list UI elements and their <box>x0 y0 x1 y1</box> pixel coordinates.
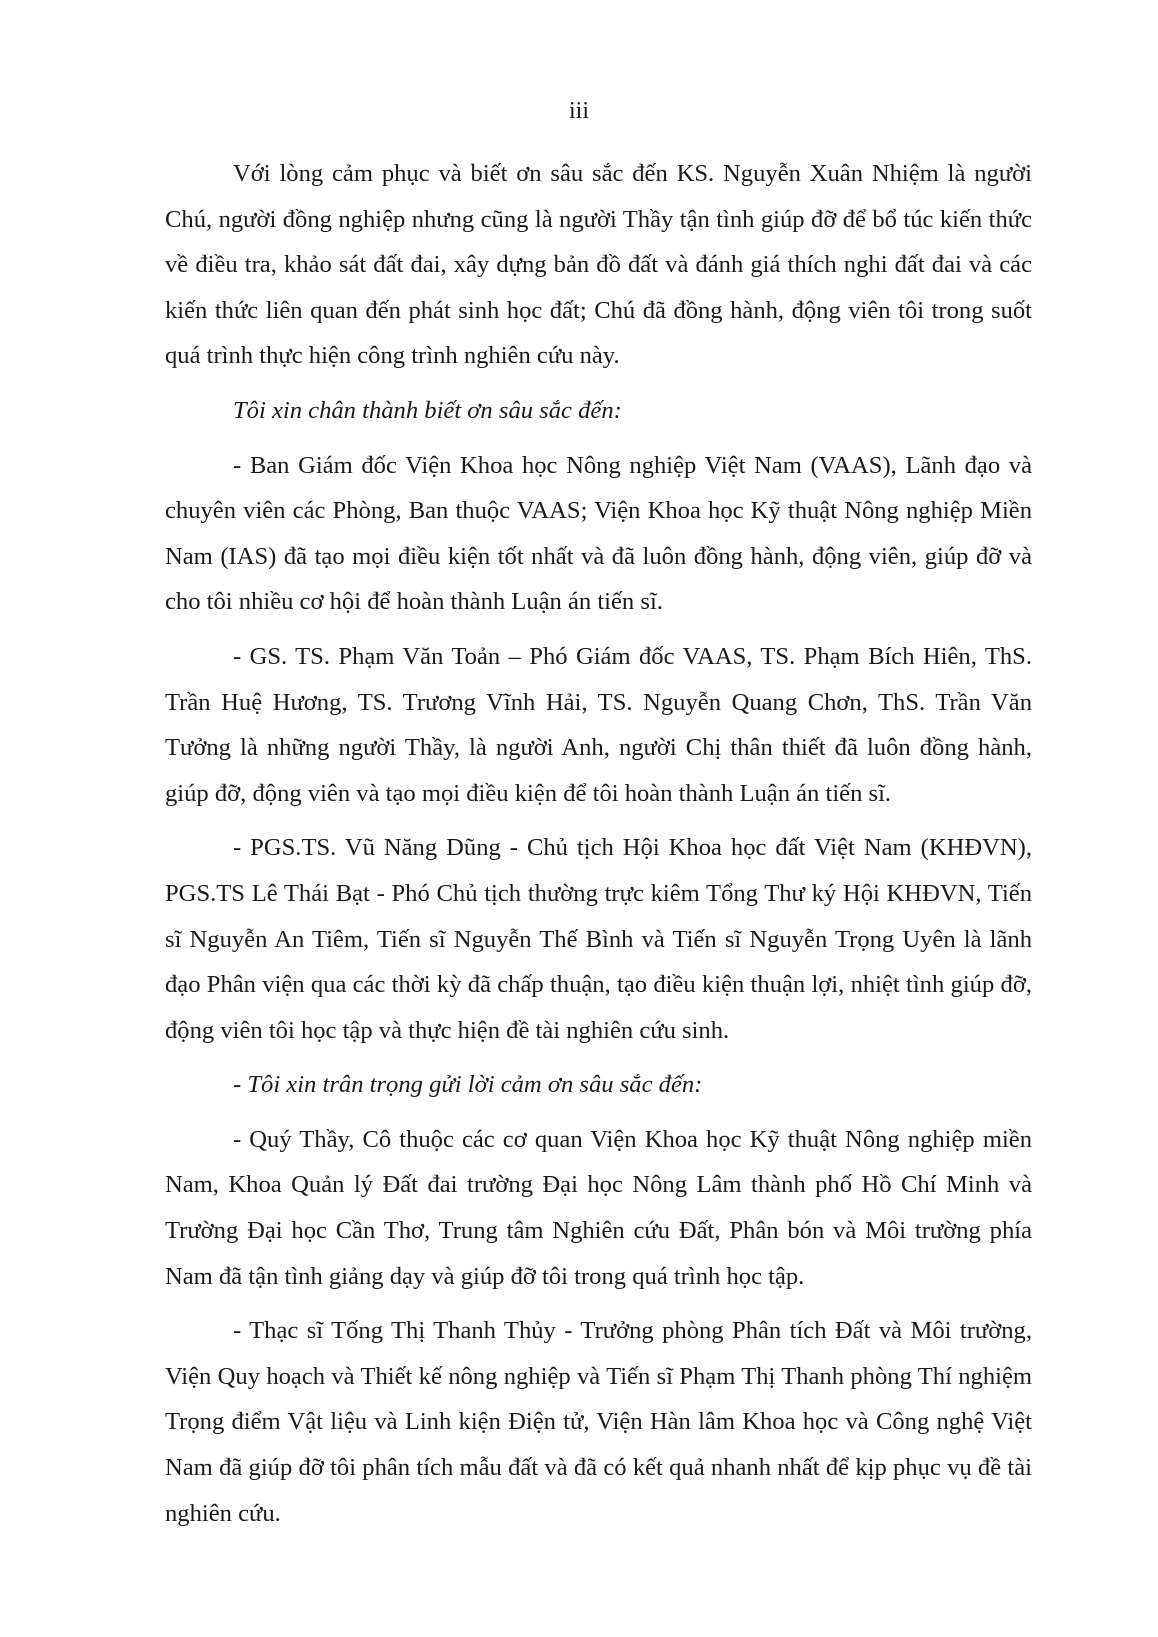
paragraph-teachers: - Quý Thầy, Cô thuộc các cơ quan Viện Khoa học Kỹ thuật Nông nghiệp miền Nam, Khoa Quản lý Đất đai trường Đại học Nông Lâm thành phố Hồ Chí Minh và Trường Đại học Cần Thơ, Trung tâm Nghiên cứu Đất, Phân bón và Môi trường phía Nam đã tận tình giảng dạy và giúp đỡ tôi trong quá trình học tập. <box>165 1125 1032 1290</box>
body-text <box>165 151 1032 1545</box>
paragraph-pham-van-toan: - GS. TS. Phạm Văn Toản – Phó Giám đốc VAAS, TS. Phạm Bích Hiên, ThS. Trần Huệ Hương, TS. Trương Vĩnh Hải, TS. Nguyễn Quang Chơn, ThS. Trần Văn Tưởng là những người Thầy, là người Anh, người Chị thân thiết đã luôn đồng hành, giúp đỡ, động viên và tạo mọi điều kiện để tôi hoàn thành Luận án tiến sĩ. <box>165 642 1032 807</box>
page-number: iii <box>568 98 589 124</box>
paragraph-nguyen-xuan-nhiem: Với lòng cảm phục và biết ơn sâu sắc đến KS. Nguyễn Xuân Nhiệm là người Chú, người đồng nghiệp nhưng cũng là người Thầy tận tình giúp đỡ để bổ túc kiến thức về điều tra, khảo sát đất đai, xây dựng bản đồ đất và đánh giá thích nghi đất đai và các kiến thức liên quan đến phát sinh học đất; Chú đã đồng hành, động viên tôi trong suốt quá trình thực hiện công trình nghiên cứu này. <box>165 160 1032 370</box>
paragraph-vaas-board: - Ban Giám đốc Viện Khoa học Nông nghiệp Việt Nam (VAAS), Lãnh đạo và chuyên viên các Phòng, Ban thuộc VAAS; Viện Khoa học Kỹ thuật Nông nghiệp Miền Nam (IAS) đã tạo mọi điều kiện tốt nhất và đã luôn đồng hành, động viên, giúp đỡ và cho tôi nhiều cơ hội để hoàn thành Luận án tiến sĩ. <box>165 451 1032 616</box>
paragraph-gratitude-intro: Tôi xin chân thành biết ơn sâu sắc đến: <box>233 396 622 424</box>
paragraph-tong-thi-thanh-thuy: - Thạc sĩ Tống Thị Thanh Thủy - Trưởng phòng Phân tích Đất và Môi trường, Viện Quy hoạch và Thiết kế nông nghiệp và Tiến sĩ Phạm Thị Thanh phòng Thí nghiệm Trọng điểm Vật liệu và Linh kiện Điện tử, Viện Hàn lâm Khoa học và Công nghệ Việt Nam đã giúp đỡ tôi phân tích mẫu đất và đã có kết quả nhanh nhất để kịp phục vụ đề tài nghiên cứu. <box>165 1317 1032 1527</box>
paragraph-thanks-intro: - Tôi xin trân trọng gửi lời cảm ơn sâu sắc đến: <box>233 1071 703 1099</box>
paragraph-vu-nang-dung: - PGS.TS. Vũ Năng Dũng - Chủ tịch Hội Khoa học đất Việt Nam (KHĐVN), PGS.TS Lê Thái Bạt - Phó Chủ tịch thường trực kiêm Tổng Thư ký Hội KHĐVN, Tiến sĩ Nguyễn An Tiêm, Tiến sĩ Nguyễn Thế Bình và Tiến sĩ Nguyễn Trọng Uyên là lãnh đạo Phân viện qua các thời kỳ đã chấp thuận, tạo điều kiện thuận lợi, nhiệt tình giúp đỡ, động viên tôi học tập và thực hiện đề tài nghiên cứu sinh. <box>165 834 1032 1044</box>
